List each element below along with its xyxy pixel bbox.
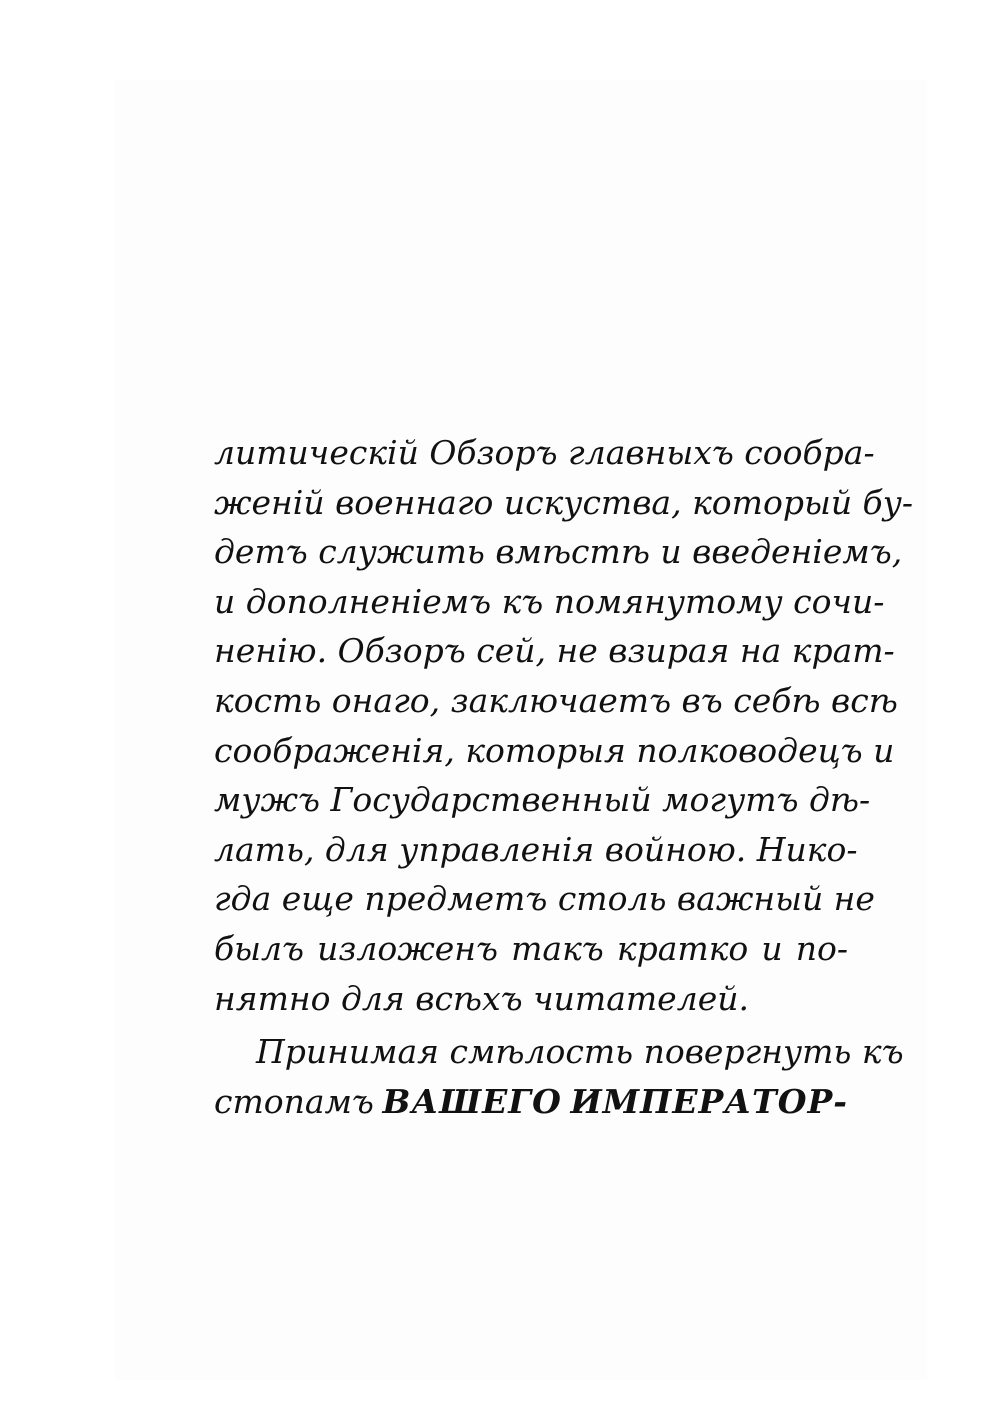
text-line: и дополненіемъ къ помянутому сочи- — [214, 581, 885, 621]
text-line: ненію. Обзоръ сей, не взирая на крат- — [214, 631, 895, 671]
text-line: лать, для управленія войною. Нико- — [214, 829, 858, 869]
caps-word: ВАШЕГО — [382, 1081, 562, 1121]
text-line: кость онаго, заключаетъ въ себѣ всѣ — [214, 680, 898, 720]
body-text — [214, 428, 913, 1126]
text-line: литическій Обзоръ главныхъ сообра- — [214, 433, 875, 472]
caps-word: ИМПЕРАТОР- — [570, 1081, 848, 1121]
text-line: мужъ Государственный могутъ дѣ- — [214, 780, 871, 820]
text-line: соображенія, которыя полководецъ и — [214, 730, 895, 770]
text-line: детъ служить вмѣстѣ и введеніемъ, — [214, 532, 903, 572]
text-line: Принимая смѣлость повергнуть къ — [256, 1032, 904, 1072]
text-line: гда еще предметъ столь важный не — [214, 879, 875, 919]
text-line: былъ изложенъ такъ кратко и по- — [214, 928, 848, 968]
paragraph-1 — [214, 428, 913, 1023]
text-word: стопамъ — [214, 1081, 374, 1121]
text-line: нятно для всѣхъ читателей. — [214, 978, 749, 1018]
text-line — [214, 1077, 848, 1127]
paragraph-2 — [214, 1027, 904, 1126]
text-line: женій военнаго искуства, который бу- — [214, 482, 913, 522]
